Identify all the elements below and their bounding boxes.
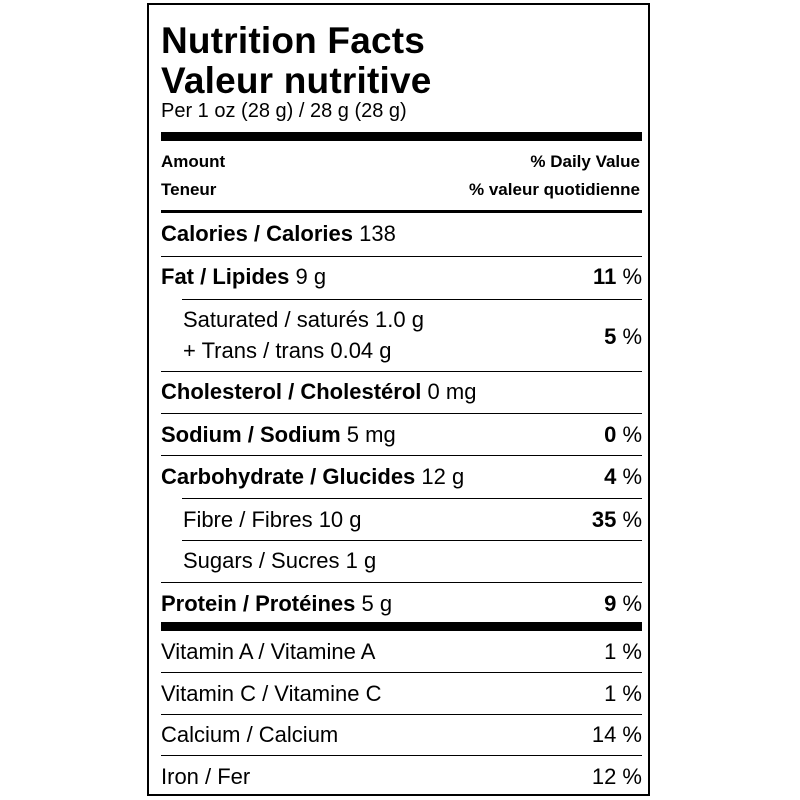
title-english: Nutrition Facts xyxy=(161,20,426,61)
divider xyxy=(161,371,642,372)
divider xyxy=(161,755,642,756)
protein-amount: 5 g xyxy=(361,591,393,616)
carbohydrate-dv: 4 xyxy=(604,464,617,489)
sugars-label: Sugars / Sucres 1 g xyxy=(183,548,377,573)
vitamin-c-dv: 1 % xyxy=(604,681,642,706)
trans-label: + Trans / trans 0.04 g xyxy=(183,338,392,363)
divider xyxy=(161,714,642,715)
protein-pct: % xyxy=(622,591,642,616)
vitamin-a-dv: 1 % xyxy=(604,639,642,664)
saturated-dv: 5 xyxy=(604,324,617,349)
divider xyxy=(161,582,642,583)
saturated-trans-row xyxy=(161,307,642,367)
protein-label: Protein / Protéines xyxy=(161,591,356,616)
title-french: Valeur nutritive xyxy=(161,60,432,101)
divider xyxy=(182,540,642,541)
calcium-dv: 14 % xyxy=(591,722,642,747)
divider xyxy=(182,299,642,300)
serving-size: Per 1 oz (28 g) / 28 g (28 g) xyxy=(161,100,407,122)
divider xyxy=(161,455,642,456)
sodium-dv: 0 xyxy=(604,422,617,447)
fat-amount: 9 g xyxy=(295,264,327,289)
header-teneur: Teneur xyxy=(161,180,217,199)
vitamin-a-label: Vitamin A / Vitamine A xyxy=(161,639,376,664)
carbohydrate-amount: 12 g xyxy=(421,464,465,489)
fat-dv: 11 xyxy=(593,264,617,289)
cholesterol-label: Cholesterol / Cholestérol xyxy=(161,379,422,404)
carbohydrate-pct: % xyxy=(622,464,642,489)
fat-label: Fat / Lipides xyxy=(161,264,290,289)
iron-label: Iron / Fer xyxy=(161,764,251,789)
thick-divider xyxy=(161,622,642,631)
divider xyxy=(161,413,642,414)
vitamin-c-label: Vitamin C / Vitamine C xyxy=(161,681,382,706)
calories-value: 138 xyxy=(359,221,396,246)
divider xyxy=(182,498,642,499)
saturated-pct: % xyxy=(622,324,642,349)
carbohydrate-label: Carbohydrate / Glucides xyxy=(161,464,416,489)
fibre-label: Fibre / Fibres 10 g xyxy=(183,507,362,532)
saturated-label: Saturated / saturés 1.0 g xyxy=(183,307,424,332)
calcium-label: Calcium / Calcium xyxy=(161,722,339,747)
sodium-pct: % xyxy=(622,422,642,447)
header-amount: Amount xyxy=(161,152,226,171)
calories-label: Calories / Calories xyxy=(161,221,353,246)
header-daily-value: % Daily Value xyxy=(530,152,640,171)
cholesterol-amount: 0 mg xyxy=(427,379,477,404)
medium-divider xyxy=(161,210,642,213)
divider xyxy=(161,672,642,673)
fibre-dv: 35 xyxy=(591,507,617,532)
divider xyxy=(161,256,642,257)
fat-pct: % xyxy=(622,264,642,289)
sodium-amount: 5 mg xyxy=(346,422,396,447)
thick-divider xyxy=(161,132,642,141)
protein-dv: 9 xyxy=(604,591,617,616)
iron-dv: 12 % xyxy=(591,764,642,789)
header-valeur-quotidienne: % valeur quotidienne xyxy=(469,180,640,199)
nutrition-facts-label xyxy=(147,3,650,796)
fibre-pct: % xyxy=(622,507,642,532)
sodium-label: Sodium / Sodium xyxy=(161,422,341,447)
